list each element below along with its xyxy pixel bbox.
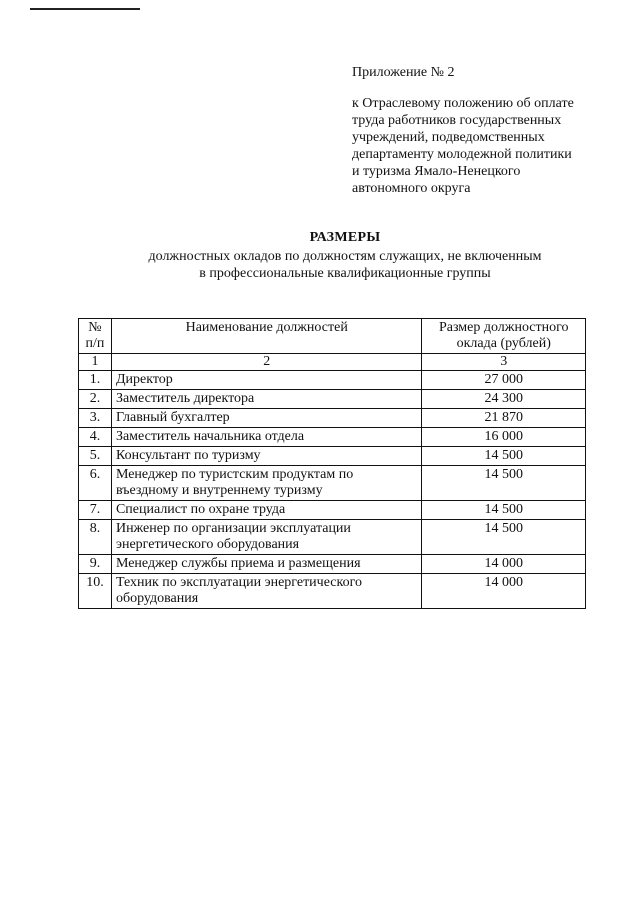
table-index-row <box>79 354 586 371</box>
row-salary-cell: 14 500 <box>422 501 586 520</box>
table-row <box>79 447 586 466</box>
row-name-cell: Заместитель начальника отдела <box>111 428 422 447</box>
table-header-row <box>79 319 586 354</box>
row-num-cell: 8. <box>79 520 112 555</box>
row-name-cell: Специалист по охране труда <box>111 501 422 520</box>
row-salary-cell: 24 300 <box>422 390 586 409</box>
index-cell: 3 <box>422 354 586 371</box>
row-name-cell: Главный бухгалтер <box>111 409 422 428</box>
row-salary-cell: 14 000 <box>422 555 586 574</box>
table-row <box>79 428 586 447</box>
row-name-cell: Менеджер службы приема и размещения <box>111 555 422 574</box>
document-subtitle: должностных окладов по должностям служащих, не включенным в профессиональные квалификационные группы <box>148 249 542 281</box>
table-row <box>79 466 586 501</box>
appendix-block <box>352 64 612 197</box>
row-num-cell: 9. <box>79 555 112 574</box>
row-num-cell: 7. <box>79 501 112 520</box>
row-salary-cell: 21 870 <box>422 409 586 428</box>
row-salary-cell: 14 500 <box>422 520 586 555</box>
appendix-number: Приложение № 2 <box>352 65 455 80</box>
salary-table <box>78 318 586 609</box>
row-num-cell: 2. <box>79 390 112 409</box>
index-cell: 2 <box>111 354 422 371</box>
row-salary-cell: 14 500 <box>422 447 586 466</box>
header-name: Наименование должностей <box>111 319 422 354</box>
header-salary: Размер должностного оклада (рублей) <box>422 319 586 354</box>
row-salary-cell: 14 500 <box>422 466 586 501</box>
header-num: № п/п <box>79 319 112 354</box>
row-num-cell: 3. <box>79 409 112 428</box>
row-num-cell: 4. <box>79 428 112 447</box>
row-salary-cell: 16 000 <box>422 428 586 447</box>
row-salary-cell: 14 000 <box>422 574 586 609</box>
scan-artifact-line <box>30 8 140 10</box>
table-row <box>79 574 586 609</box>
row-name-cell: Заместитель директора <box>111 390 422 409</box>
row-num-cell: 6. <box>79 466 112 501</box>
table-row <box>79 409 586 428</box>
table-row <box>79 555 586 574</box>
row-num-cell: 10. <box>79 574 112 609</box>
row-name-cell: Директор <box>111 371 422 390</box>
appendix-reference: к Отраслевому положению об оплате труда работников государственных учреждений, подведомственных департаменту молодежной политики и туризма Ямало-Ненецкого автономного округа <box>352 96 574 196</box>
document-title: РАЗМЕРЫ <box>309 230 381 245</box>
row-num-cell: 1. <box>79 371 112 390</box>
row-name-cell: Консультант по туризму <box>111 447 422 466</box>
row-name-cell: Менеджер по туристским продуктам по въездному и внутреннему туризму <box>111 466 422 501</box>
index-cell: 1 <box>79 354 112 371</box>
table-row <box>79 390 586 409</box>
row-salary-cell: 27 000 <box>422 371 586 390</box>
table-row <box>79 501 586 520</box>
row-name-cell: Инженер по организации эксплуатации энергетического оборудования <box>111 520 422 555</box>
row-name-cell: Техник по эксплуатации энергетического оборудования <box>111 574 422 609</box>
table-row <box>79 520 586 555</box>
row-num-cell: 5. <box>79 447 112 466</box>
table-row <box>79 371 586 390</box>
